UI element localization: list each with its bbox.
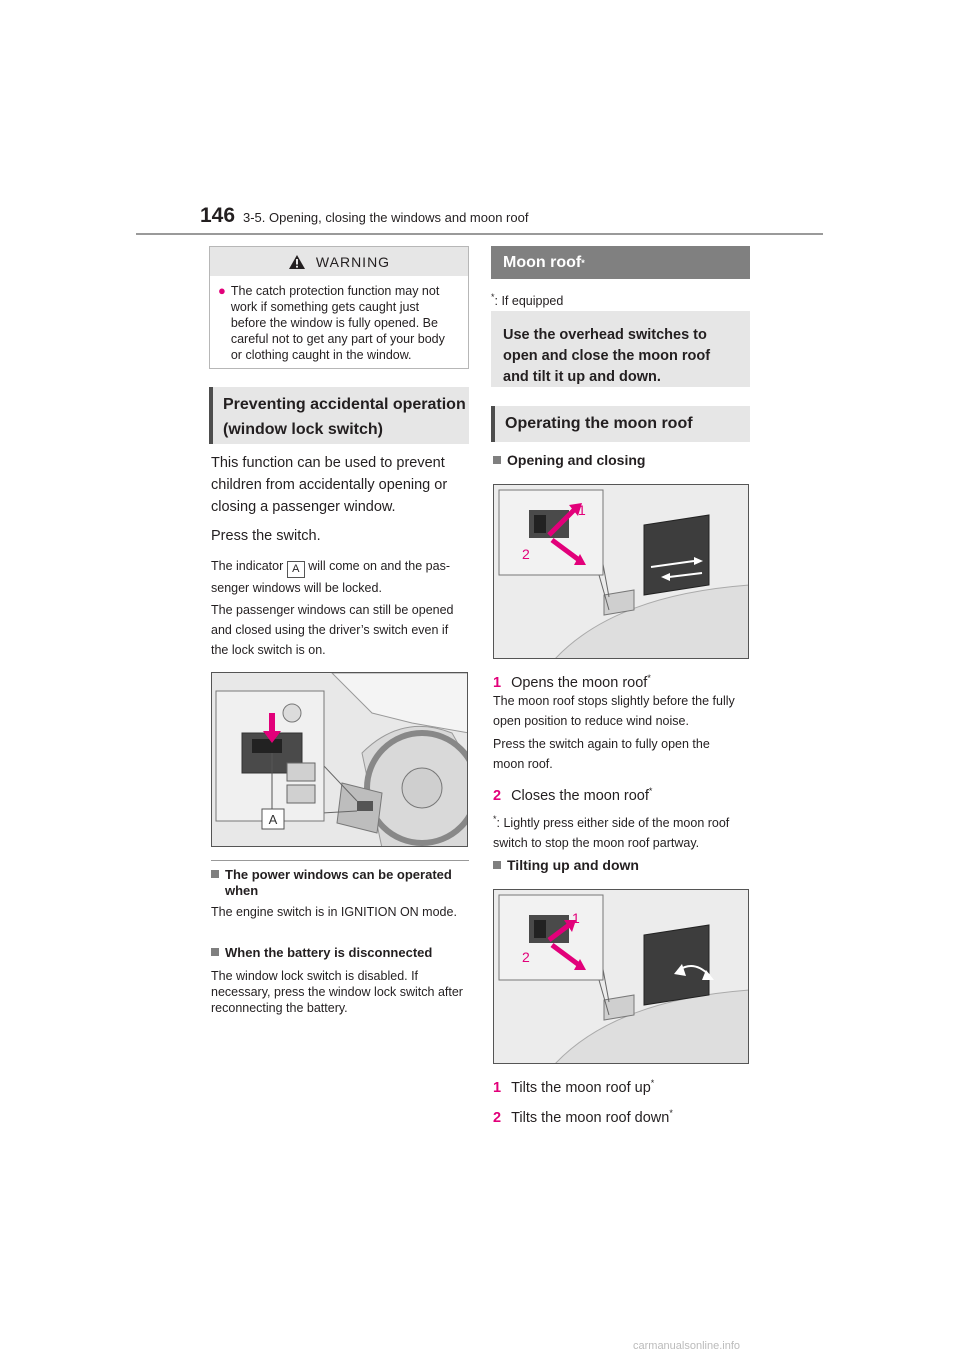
divider <box>211 860 469 861</box>
subheading-power-windows <box>211 867 469 899</box>
tilting-illustration <box>493 889 749 1064</box>
section-title: 3-5. Opening, closing the windows and moon roof <box>243 210 529 225</box>
figure-label-a: A <box>268 812 278 827</box>
figure-label-2: 2 <box>522 546 530 562</box>
indicator-text <box>211 556 473 598</box>
heading-line: Preventing accidental operation <box>223 396 466 413</box>
warning-title: WARNING <box>315 253 391 270</box>
asterisk: * <box>581 257 585 268</box>
battery-text: The window lock switch is disabled. If necessary, press the window lock switch after reconnecting the battery. <box>211 969 463 1015</box>
step-footnote <box>493 809 749 853</box>
door-switch-drawing <box>212 673 468 847</box>
figure-label-1: 1 <box>578 502 586 518</box>
step-number: 1 <box>493 1079 502 1096</box>
text-fragment: when <box>225 883 259 898</box>
moon-roof-tilt-drawing <box>494 890 749 1064</box>
watermark: carmanualsonline.info <box>633 1340 741 1352</box>
subheading-tilting <box>493 857 639 873</box>
asterisk: * <box>650 1078 655 1088</box>
warning-bullet <box>210 276 468 363</box>
step-opens <box>493 667 651 694</box>
text-fragment: When the battery is disconnected <box>225 945 433 960</box>
text-fragment: Tilts the moon roof down <box>511 1109 670 1126</box>
asterisk: * <box>648 786 653 796</box>
warning-triangle-icon <box>288 254 306 270</box>
opening-closing-illustration <box>493 484 749 659</box>
step-number: 2 <box>493 1109 502 1126</box>
square-bullet-icon <box>211 948 219 956</box>
power-windows-text: The engine switch is in IGNITION ON mode. <box>211 905 457 919</box>
figure-label-1: 1 <box>572 910 580 926</box>
section-heading-operating: Operating the moon roof <box>491 406 750 442</box>
subheading-battery <box>211 945 432 960</box>
square-bullet-icon <box>211 870 219 878</box>
moon-roof-footnote <box>491 292 563 308</box>
text-fragment: senger windows will be locked. <box>211 581 382 595</box>
page-number: 146 <box>200 204 236 227</box>
section-heading-moon-roof <box>491 246 750 279</box>
text-fragment: The indicator <box>211 559 284 573</box>
asterisk: * <box>491 292 495 302</box>
step-number: 1 <box>493 674 502 691</box>
heading-line: (window lock switch) <box>223 421 384 438</box>
subheading-opening-closing <box>493 452 645 468</box>
header-divider <box>136 233 823 235</box>
figure-label-2: 2 <box>522 949 530 965</box>
asterisk: * <box>493 814 497 824</box>
text-fragment: : Lightly press either side of the moon roof switch to stop the moon roof partway. <box>493 816 730 851</box>
step-closes <box>493 780 652 807</box>
warning-box <box>209 246 469 369</box>
text-fragment: : If equipped <box>494 294 564 309</box>
instruction-text: Press the switch. <box>211 528 321 544</box>
window-lock-illustration <box>211 672 468 847</box>
lock-note: The passenger windows can still be opened and closed using the driver’s switch even if the lock switch is on. <box>211 603 454 657</box>
step-tilt-down <box>493 1102 673 1129</box>
section-heading-window-lock <box>209 387 469 444</box>
window-lock-intro: This function can be used to prevent children from accidentally opening or closing a passenger window. <box>211 455 448 515</box>
step-number: 2 <box>493 787 502 804</box>
square-bullet-icon <box>493 861 501 869</box>
text-fragment: Closes the moon roof <box>511 787 649 804</box>
moon-roof-switch-drawing <box>494 485 749 659</box>
square-bullet-icon <box>493 456 501 464</box>
text-fragment: will come on and the pas- <box>308 559 450 573</box>
text-fragment: The power windows can be operated <box>225 867 452 882</box>
asterisk: * <box>669 1108 673 1118</box>
text-fragment: Opening and closing <box>507 452 646 468</box>
heading-text: Moon roof <box>503 253 582 271</box>
warning-header <box>210 247 468 276</box>
step-tilt-up <box>493 1072 654 1099</box>
text-fragment: Opens the moon roof <box>511 674 648 691</box>
step-opens-note: The moon roof stops slightly before the fully open position to reduce wind noise. <box>493 694 735 728</box>
label-a-badge: A <box>287 561 305 578</box>
moon-roof-intro-box: Use the overhead switches to open and close the moon roof and tilt it up and down. <box>491 311 750 387</box>
bullet-icon: ● <box>218 283 226 298</box>
warning-text: The catch protection function may not work if something gets caught just before the window is fully opened. Be careful not to get any part of your body or clothing caught in the window. <box>230 284 445 362</box>
asterisk: * <box>647 673 651 683</box>
text-fragment: Tilting up and down <box>507 857 639 873</box>
text-fragment: Tilts the moon roof up <box>511 1079 651 1096</box>
step-opens-note-2: Press the switch again to fully open the moon roof. <box>493 737 710 771</box>
